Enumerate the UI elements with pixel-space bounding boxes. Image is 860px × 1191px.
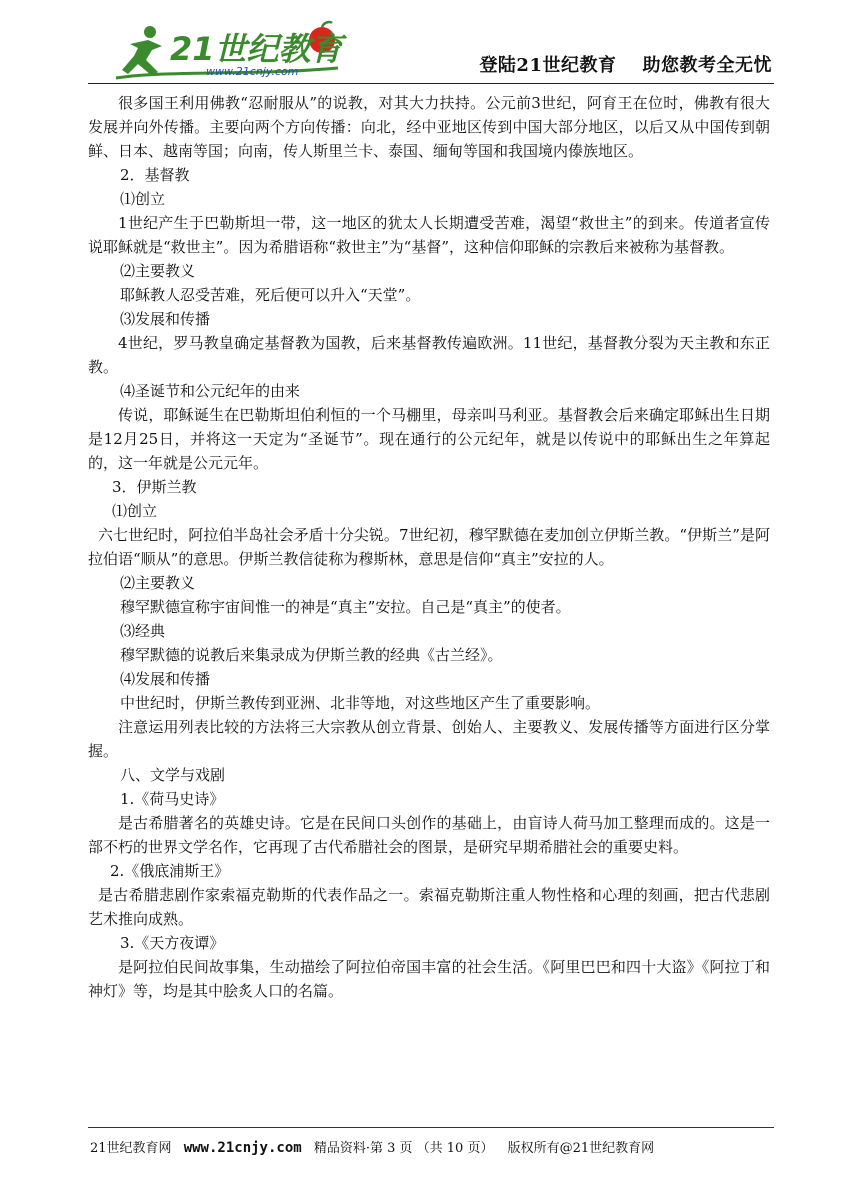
paragraph: 3.《天方夜谭》 (120, 934, 225, 952)
slogan-left: 登陆21世纪教育 (479, 55, 617, 76)
paragraph: 注意运用列表比较的方法将三大宗教从创立背景、创始人、主要教义、发展传播等方面进行区分掌握。 (88, 718, 770, 760)
paragraph: 2.《俄底浦斯王》 (110, 862, 230, 880)
paragraph: 耶稣教人忍受苦难，死后便可以升入“天堂”。 (120, 286, 421, 304)
paragraph: ⑵主要教义 (120, 574, 196, 592)
page-header (88, 18, 774, 84)
paragraph: 是古希腊悲剧作家索福克勒斯的代表作品之一。索福克勒斯注重人物性格和心理的刻画，把古代悲剧艺术推向成熟。 (88, 886, 770, 928)
paragraph: 1世纪产生于巴勒斯坦一带，这一地区的犹太人长期遭受苦难，渴望“救世主”的到来。传道者宣传说耶稣就是“救世主”。因为希腊语称“救世主”为“基督”，这种信仰耶稣的宗教后来被称为基督教。 (88, 214, 770, 256)
paragraph: 3．伊斯兰教 (112, 478, 197, 496)
slogan-right: 助您教考全无忧 (642, 55, 772, 76)
paragraph: ⑵主要教义 (120, 262, 196, 280)
paragraph: 六七世纪时，阿拉伯半岛社会矛盾十分尖锐。7世纪初，穆罕默德在麦加创立伊斯兰教。“伊斯兰”是阿拉伯语“顺从”的意思。伊斯兰教信徒称为穆斯林，意思是信仰“真主”安拉的人。 (88, 526, 770, 568)
paragraph: 是古希腊著名的英雄史诗。它是在民间口头创作的基础上，由盲诗人荷马加工整理而成的。这是一部不朽的世界文学名作，它再现了古代希腊社会的图景，是研究早期希腊社会的重要史料。 (88, 814, 770, 856)
paragraph: 2．基督教 (120, 166, 190, 184)
footer-page-info: 精品资料·第 3 页 （共 10 页） (313, 1141, 494, 1156)
paragraph: ⑴创立 (120, 190, 166, 208)
paragraph: 很多国王利用佛教“忍耐服从”的说教，对其大力扶持。公元前3世纪，阿育王在位时，佛教有很大发展并向外传播。主要向两个方向传播：向北，经中亚地区传到中国大部分地区，以后又从中国传到朝鲜、日本、越南等国；向南，传人斯里兰卡、泰国、缅甸等国和我国境内傣族地区。 (88, 94, 770, 160)
site-logo (108, 20, 438, 82)
paragraph: 中世纪时，伊斯兰教传到亚洲、北非等地，对这些地区产生了重要影响。 (120, 694, 601, 712)
svg-text:www.21cnjy.com: www.21cnjy.com (206, 65, 299, 78)
paragraph: 是阿拉伯民间故事集，生动描绘了阿拉伯帝国丰富的社会生活。《阿里巴巴和四十大盗》《阿拉丁和神灯》等，均是其中脍炙人口的名篇。 (88, 958, 770, 1000)
footer-url[interactable]: www.21cnjy.com (183, 1140, 302, 1156)
paragraph: 传说，耶稣诞生在巴勒斯坦伯利恒的一个马棚里，母亲叫马利亚。基督教会后来确定耶稣出生日期是12月25日，并将这一天定为“圣诞节”。现在通行的公元纪年，就是以传说中的耶稣出生之年算起的，这一年就是公元元年。 (88, 406, 770, 472)
svg-text:21世纪教育: 21世纪教育 (170, 30, 343, 68)
footer-divider (88, 1127, 774, 1128)
footer-copyright: 版权所有@21世纪教育网 (507, 1141, 655, 1156)
paragraph: ⑷圣诞节和公元纪年的由来 (120, 382, 301, 400)
paragraph: ⑷发展和传播 (120, 670, 211, 688)
page-footer (90, 1137, 780, 1156)
paragraph: ⑶发展和传播 (120, 310, 211, 328)
paragraph: 穆罕默德的说教后来集录成为伊斯兰教的经典《古兰经》。 (120, 646, 503, 664)
paragraph: ⑶经典 (120, 622, 166, 640)
header-divider (88, 83, 774, 84)
paragraph: 八、文学与戏剧 (120, 766, 226, 784)
paragraph: 1.《荷马史诗》 (120, 790, 225, 808)
paragraph: 穆罕默德宣称宇宙间惟一的神是“真主”安拉。自己是“真主”的使者。 (120, 598, 571, 616)
document-body (88, 91, 770, 1003)
paragraph: 4世纪，罗马教皇确定基督教为国教，后来基督教传遍欧洲。11世纪，基督教分裂为天主教和东正教。 (88, 334, 770, 376)
paragraph: ⑴创立 (112, 502, 158, 520)
footer-site: 21世纪教育网 (90, 1141, 172, 1156)
header-slogan (479, 51, 772, 77)
